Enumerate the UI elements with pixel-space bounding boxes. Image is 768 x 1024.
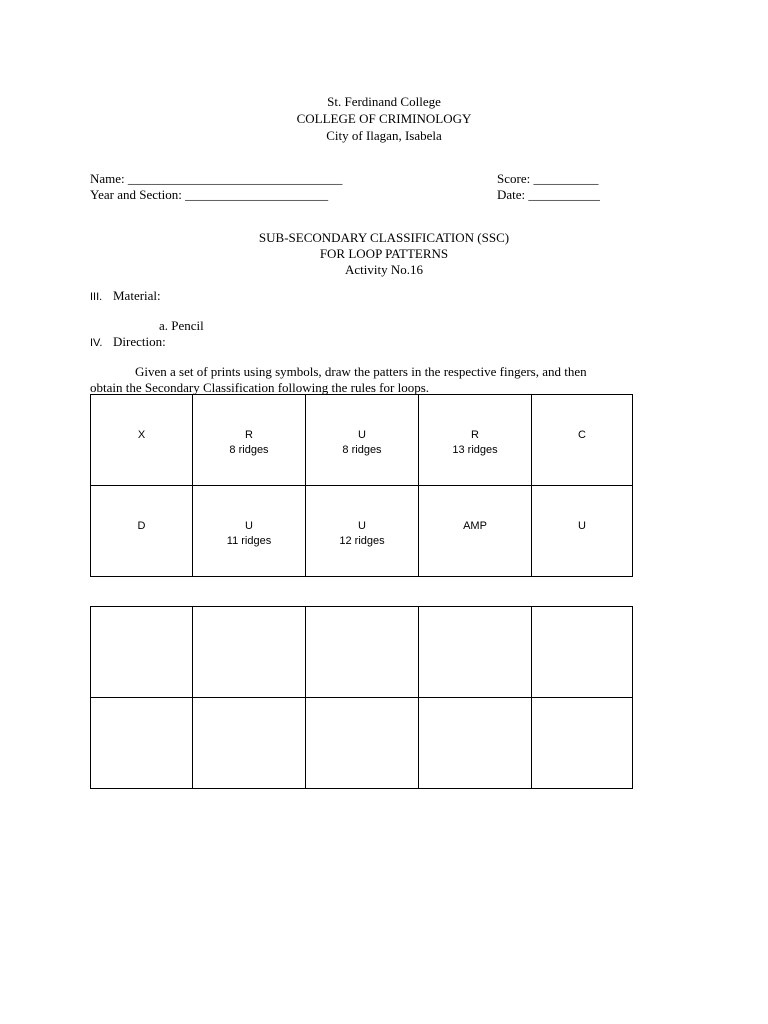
college-name: COLLEGE OF CRIMINOLOGY xyxy=(296,111,472,126)
cell-ridges: 12 ridges xyxy=(339,535,385,547)
material-section-number: III. xyxy=(90,291,103,303)
answer-row xyxy=(91,607,633,698)
table-cell xyxy=(306,486,419,577)
symbol-table xyxy=(90,394,633,577)
answer-cell[interactable] xyxy=(532,607,633,698)
direction-text-line2: obtain the Secondary Classification following the rules for loops. xyxy=(90,380,430,395)
table-cell xyxy=(532,395,633,486)
answer-cell[interactable] xyxy=(306,698,419,789)
direction-label: Direction: xyxy=(113,334,166,349)
cell-symbol: U xyxy=(358,429,366,441)
activity-number: Activity No.16 xyxy=(345,262,423,277)
answer-cell[interactable] xyxy=(193,698,306,789)
answer-cell[interactable] xyxy=(193,607,306,698)
cell-ridges: 8 ridges xyxy=(342,444,382,456)
material-label: Material: xyxy=(113,288,161,303)
score-field[interactable]: Score: __________ xyxy=(497,171,599,186)
activity-subtitle: FOR LOOP PATTERNS xyxy=(319,246,449,261)
table-cell xyxy=(91,486,193,577)
material-item: a. Pencil xyxy=(159,318,204,333)
answer-row xyxy=(91,698,633,789)
answer-cell[interactable] xyxy=(419,607,532,698)
answer-cell[interactable] xyxy=(306,607,419,698)
cell-ridges: 13 ridges xyxy=(452,444,498,456)
table-cell xyxy=(193,395,306,486)
cell-ridges: 11 ridges xyxy=(226,535,272,547)
city-name: City of Ilagan, Isabela xyxy=(326,128,442,143)
direction-section-number: IV. xyxy=(90,337,103,349)
school-name: St. Ferdinand College xyxy=(327,94,441,109)
table-cell xyxy=(419,486,532,577)
cell-symbol: D xyxy=(137,520,146,532)
name-field[interactable]: Name: _________________________________ xyxy=(90,171,343,186)
table-cell xyxy=(532,486,633,577)
cell-symbol: X xyxy=(137,429,146,441)
cell-symbol: R xyxy=(471,429,479,441)
cell-symbol: R xyxy=(245,429,253,441)
cell-symbol: C xyxy=(578,429,586,441)
table-row xyxy=(91,395,633,486)
table-cell xyxy=(419,395,532,486)
date-field[interactable]: Date: ___________ xyxy=(497,187,600,202)
direction-text-line1: Given a set of prints using symbols, draw the patters in the respective fingers, and then xyxy=(135,364,587,379)
cell-symbol: U xyxy=(358,520,366,532)
cell-symbol: U xyxy=(245,520,253,532)
cell-ridges: 8 ridges xyxy=(229,444,269,456)
table-cell xyxy=(306,395,419,486)
cell-symbol: U xyxy=(578,520,586,532)
cell-symbol: AMP xyxy=(463,520,487,532)
answer-cell[interactable] xyxy=(532,698,633,789)
year-section-field[interactable]: Year and Section: ______________________ xyxy=(90,187,329,202)
answer-cell[interactable] xyxy=(419,698,532,789)
activity-title: SUB-SECONDARY CLASSIFICATION (SSC) xyxy=(258,230,510,245)
answer-cell[interactable] xyxy=(91,607,193,698)
table-row xyxy=(91,486,633,577)
answer-cell[interactable] xyxy=(91,698,193,789)
answer-table xyxy=(90,606,633,789)
table-cell xyxy=(91,395,193,486)
table-cell xyxy=(193,486,306,577)
